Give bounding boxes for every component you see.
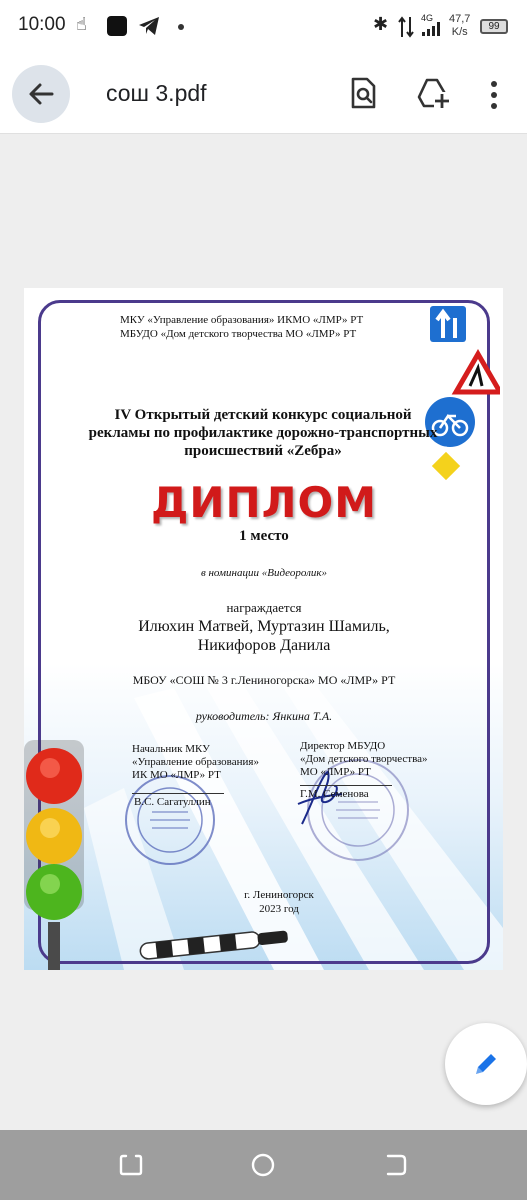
pencil-icon [472,1050,500,1078]
bluetooth-icon: ✱ [373,14,389,35]
back-button[interactable] [12,65,70,123]
left-signatory-name: В.С. Сагатуллин [134,796,211,808]
home-icon[interactable] [250,1152,276,1178]
status-bar [0,0,527,56]
hand-icon: ☝ [76,14,87,35]
pdf-page[interactable] [24,288,503,970]
left-signature-line [132,793,224,794]
org-line-1: МКУ «Управление образования» ИКМО «ЛМР» РТ [120,314,364,326]
contest-title: IV Открытый детский конкурс социальной рекламы по профилактике дорожно-транспортных происшествий «Zебра» [88,407,438,459]
data-arrows-icon [398,16,414,38]
diploma-title: ДИПЛОМ [150,478,378,527]
network-type: 4G [421,13,434,23]
app-bar [0,56,527,134]
striped-baton-icon [134,924,294,964]
more-options-button[interactable] [482,78,506,112]
more-vert-icon [482,78,506,112]
recent-apps-icon[interactable] [118,1152,144,1178]
battery-indicator: 99 [480,19,508,34]
place-label: 1 место [239,528,289,544]
edit-button[interactable] [445,1023,527,1105]
traffic-light-icon [24,740,94,970]
search-document-icon[interactable] [346,76,380,110]
org-line-2: МБУДО «Дом детского творчества МО «ЛМР» РТ [120,328,357,340]
app-notification-icon [107,16,127,36]
status-time: 10:00 [18,14,66,35]
arrow-back-icon [27,80,55,108]
awardee-names: Илюхин Матвей, Муртазин Шамиль, Никифоров Данила [138,618,390,654]
network-speed: 47,7 K/s [449,13,471,38]
nomination: в номинации «Видеоролик» [200,567,328,579]
awarded-label: награждается [226,600,302,615]
telegram-icon [138,16,160,36]
dot-icon [178,24,184,30]
supervisor: руководитель: Янкина Т.А. [195,709,333,723]
left-stamp [122,772,218,868]
back-nav-icon[interactable] [382,1152,408,1178]
right-signature-line [300,785,392,786]
school-name: МБОУ «СОШ № 3 г.Лениногорска» МО «ЛМР» РТ [132,673,396,687]
place-and-year: г. Лениногорск 2023 год [244,889,314,915]
navigation-bar [0,1130,527,1200]
left-signatory: Начальник МКУ «Управление образования» ИК МО «ЛМР» РТ [132,743,259,781]
document-title: сош 3.pdf [106,80,207,106]
right-signatory-name: Г.М. Семенова [300,788,369,800]
add-to-drive-icon[interactable] [416,76,450,110]
right-signatory: Директор МБУДО «Дом детского творчества» МО «ЛМР» РТ [300,740,428,778]
signal-icon [421,22,443,36]
